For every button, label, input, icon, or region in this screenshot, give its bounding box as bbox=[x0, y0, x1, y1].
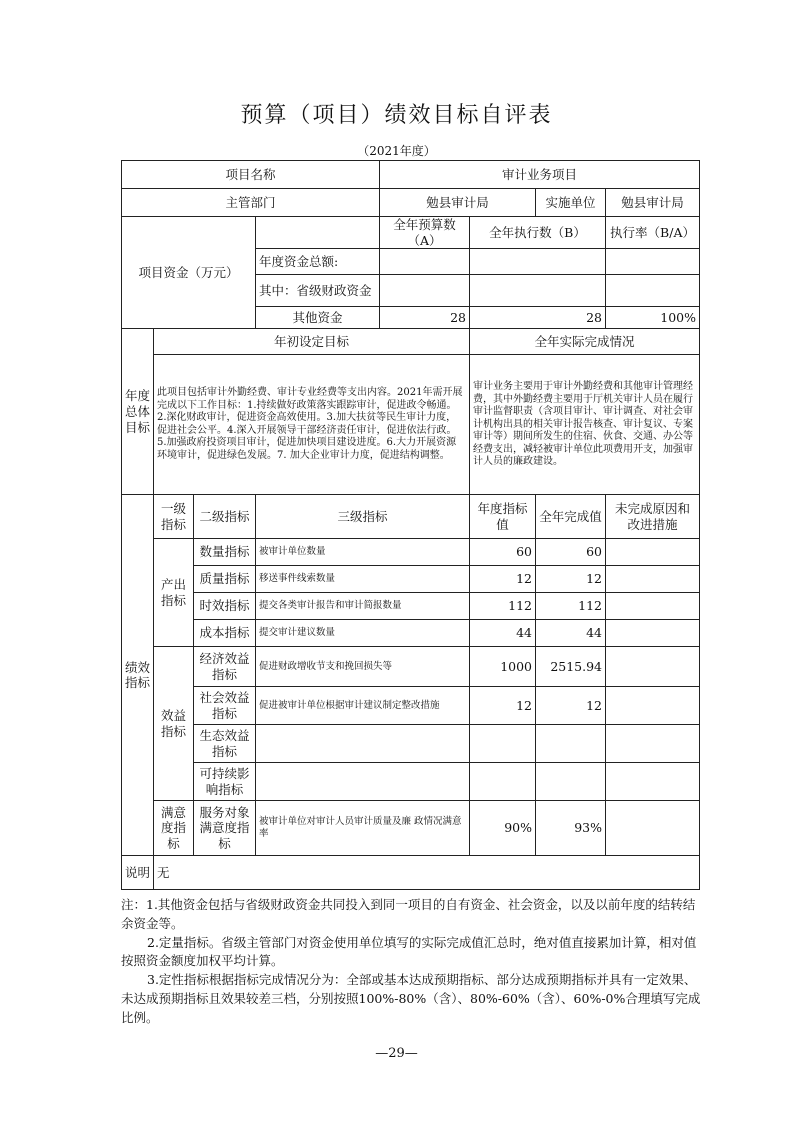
target-cell: 90% bbox=[470, 801, 536, 856]
dept-value: 勉县审计局 bbox=[380, 189, 536, 217]
l2-cell: 可持续影响指标 bbox=[194, 763, 256, 801]
target-cell: 44 bbox=[470, 620, 536, 647]
actual-cell: 44 bbox=[536, 620, 606, 647]
actual-cell: 112 bbox=[536, 593, 606, 620]
project-name-label: 项目名称 bbox=[122, 161, 380, 189]
page-number: —29— bbox=[375, 1046, 418, 1061]
page-title: 预算（项目）绩效目标自评表 bbox=[240, 103, 553, 128]
target-cell: 12 bbox=[470, 687, 536, 725]
funds-other-label: 其他资金 bbox=[256, 307, 380, 329]
target-cell: 12 bbox=[470, 566, 536, 593]
table-row bbox=[122, 620, 700, 647]
l2-cell: 社会效益指标 bbox=[194, 687, 256, 725]
benefit-label: 效益指标 bbox=[154, 647, 194, 801]
h-reason: 未完成原因和改进措施 bbox=[606, 495, 700, 539]
note-2: 2.定量指标。省级主管部门对资金使用单位填写的实际完成值汇总时，绝对值直接累加计算，相对值按照资金额度加权平均计算。 bbox=[121, 934, 697, 969]
self-evaluation-table bbox=[121, 160, 700, 890]
funds-blank bbox=[256, 217, 380, 249]
table-row bbox=[122, 763, 700, 801]
row-goals-content bbox=[122, 355, 700, 495]
table-row bbox=[122, 593, 700, 620]
row-department bbox=[122, 189, 700, 217]
h-target: 年度指标值 bbox=[470, 495, 536, 539]
note-3: 3.定性指标根据指标完成情况分为：全部或基本达成预期指标、部分达成预期指标并具有一定效果、未达成预期指标且效果较差三档，分别按照100%-80%（含）、80%-60%（含）、60%-0%合理填写完成比例。 bbox=[121, 972, 701, 1025]
goals-actual-header: 全年实际完成情况 bbox=[470, 329, 700, 355]
target-cell bbox=[470, 763, 536, 801]
l2-cell: 生态效益指标 bbox=[194, 725, 256, 763]
h-level2: 二级指标 bbox=[194, 495, 256, 539]
funds-total-label: 年度资金总额: bbox=[256, 249, 380, 275]
l2-cell: 成本指标 bbox=[194, 620, 256, 647]
actual-cell: 12 bbox=[536, 566, 606, 593]
note-1: 注：1.其他资金包括与省级财政资金共同投入到同一项目的自有资金、社会资金，以及以前年度的结转结余资金等。 bbox=[121, 897, 696, 931]
impl-value: 勉县审计局 bbox=[606, 189, 700, 217]
target-cell: 112 bbox=[470, 593, 536, 620]
row-project-name bbox=[122, 161, 700, 189]
l2-cell: 经济效益指标 bbox=[194, 647, 256, 687]
perf-label: 绩效指标 bbox=[122, 495, 154, 856]
l3-cell: 提交审计建议数量 bbox=[256, 620, 470, 647]
col-budget-header: 全年预算数（A） bbox=[380, 217, 470, 249]
row-goals-header bbox=[122, 329, 700, 355]
l3-cell: 移送事件线索数量 bbox=[256, 566, 470, 593]
l3-cell bbox=[256, 763, 470, 801]
col-rate-header: 执行率（B/A） bbox=[606, 217, 700, 249]
table-row bbox=[122, 801, 700, 856]
col-exec-header: 全年执行数（B） bbox=[470, 217, 606, 249]
target-cell: 1000 bbox=[470, 647, 536, 687]
actual-cell: 2515.94 bbox=[536, 647, 606, 687]
table-row bbox=[122, 687, 700, 725]
table-row bbox=[122, 566, 700, 593]
target-cell bbox=[470, 725, 536, 763]
output-label: 产出指标 bbox=[154, 539, 194, 647]
footnotes bbox=[121, 896, 701, 1027]
actual-cell: 12 bbox=[536, 687, 606, 725]
funds-other-rate: 100% bbox=[606, 307, 700, 329]
row-funds-header bbox=[122, 217, 700, 249]
goals-label: 年度总体目标 bbox=[122, 329, 154, 495]
actual-cell: 93% bbox=[536, 801, 606, 856]
remark-value: 无 bbox=[154, 856, 700, 890]
table-row bbox=[122, 647, 700, 687]
fiscal-year: （2021年度） bbox=[357, 144, 436, 158]
target-cell: 60 bbox=[470, 539, 536, 566]
funds-other-exec: 28 bbox=[470, 307, 606, 329]
l3-cell: 促进被审计单位根据审计建议制定整改措施 bbox=[256, 687, 470, 725]
funds-provincial-label: 其中：省级财政资金 bbox=[256, 275, 380, 307]
actual-cell bbox=[536, 763, 606, 801]
table-row bbox=[122, 539, 700, 566]
goals-set-header: 年初设定目标 bbox=[154, 329, 470, 355]
project-name-value: 审计业务项目 bbox=[380, 161, 700, 189]
satisfaction-label: 满意度指标 bbox=[154, 801, 194, 856]
goals-set-text: 此项目包括审计外勤经费、审计专业经费等支出内容。2021年需开展完成以下工作目标：1.持续做好政策落实跟踪审计，促进政令畅通。2.深化财政审计，促进资金高效使用。3.加大扶贫等民生审计力度，促进社会公平。4.深入开展领导干部经济责任审计，促进依法行政。5.加强政府投资项目审计，促进加快项目建设进度。6.大力开展资源环境审计，促进绿色发展。7. 加大企业审计力度，促进结构调整。 bbox=[154, 355, 470, 495]
row-perf-header bbox=[122, 495, 700, 539]
l3-cell: 提交各类审计报告和审计简报数量 bbox=[256, 593, 470, 620]
l2-cell: 服务对象满意度指标 bbox=[194, 801, 256, 856]
dept-label: 主管部门 bbox=[122, 189, 380, 217]
impl-label: 实施单位 bbox=[536, 189, 606, 217]
goals-actual-text: 审计业务主要用于审计外勤经费和其他审计管理经费，其中外勤经费主要用于厅机关审计人员在履行审计监督职责（含项目审计、审计调查、对社会审计机构出具的相关审计报告核查、审计复议、专案审计等）期间所发生的住宿、伙食、交通、办公等经费支出，减轻被审计单位此项费用开支，加强审计人员的廉政建设。 bbox=[470, 355, 700, 495]
row-remark bbox=[122, 856, 700, 890]
actual-cell: 60 bbox=[536, 539, 606, 566]
h-level3: 三级指标 bbox=[256, 495, 470, 539]
l2-cell: 数量指标 bbox=[194, 539, 256, 566]
l2-cell: 时效指标 bbox=[194, 593, 256, 620]
l2-cell: 质量指标 bbox=[194, 566, 256, 593]
remark-label: 说明 bbox=[122, 856, 154, 890]
h-actual: 全年完成值 bbox=[536, 495, 606, 539]
l3-cell: 被审计单位数量 bbox=[256, 539, 470, 566]
l3-cell: 被审计单位对审计人员审计质量及廉 政情况满意率 bbox=[256, 801, 470, 856]
h-level1: 一级指标 bbox=[154, 495, 194, 539]
funds-label: 项目资金（万元） bbox=[122, 217, 256, 329]
funds-other-budget: 28 bbox=[380, 307, 470, 329]
table-row bbox=[122, 725, 700, 763]
actual-cell bbox=[536, 725, 606, 763]
l3-cell bbox=[256, 725, 470, 763]
l3-cell: 促进财政增收节支和挽回损失等 bbox=[256, 647, 470, 687]
